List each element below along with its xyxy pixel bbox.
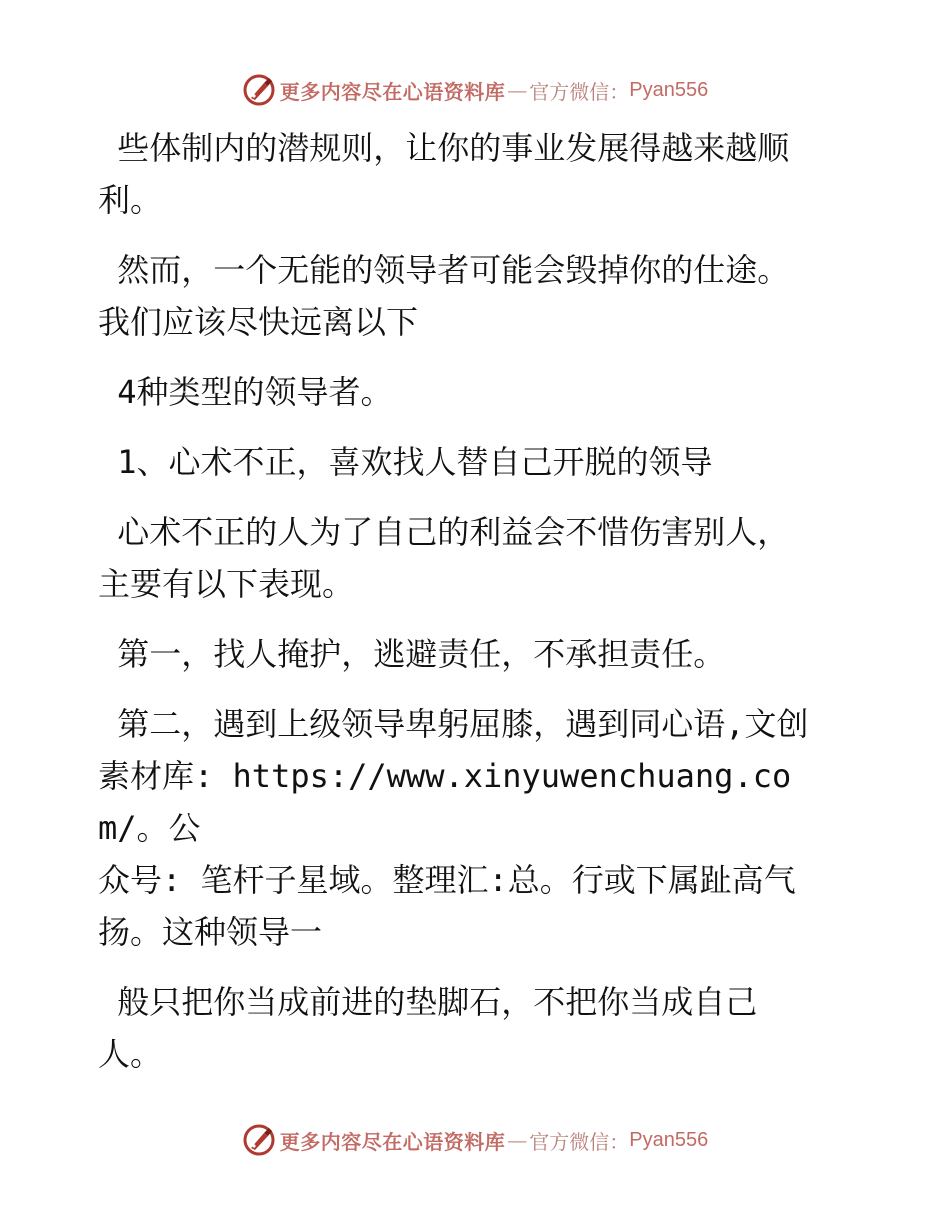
paragraph-line: 般只把你当成前进的垫脚石，不把你当成自己 — [98, 983, 758, 1021]
paragraph-line: 第一，找人掩护，逃避责任，不承担责任。 — [98, 635, 726, 673]
header-wechat-id: Pyan556 — [629, 78, 709, 101]
footer-brand-text: 更多内容尽在心语资料库 — [279, 1129, 506, 1154]
paragraph — [98, 506, 850, 610]
paragraph — [98, 244, 850, 348]
paragraph — [98, 628, 850, 680]
paragraph-line: 然而，一个无能的领导者可能会毁掉你的仕途。 — [98, 251, 790, 289]
paragraph-line: 众号: 笔杆子星域。整理汇:总。行或下属趾高气 — [98, 861, 796, 899]
paragraph — [98, 698, 850, 958]
header-separator: — — [507, 78, 528, 102]
paragraph-line: 主要有以下表现。 — [98, 565, 355, 603]
paragraph — [98, 122, 850, 226]
footer-wechat-label: 官方微信： — [529, 1129, 630, 1154]
fountain-pen-logo-icon — [242, 1123, 276, 1157]
paragraph-line: 扬。这种领导一 — [98, 913, 323, 951]
paragraph-line: 4种类型的领导者。 — [98, 373, 393, 411]
paragraph-line: 利。 — [98, 181, 163, 219]
header-wechat-label: 官方微信： — [529, 79, 630, 104]
header-brand-text: 更多内容尽在心语资料库 — [279, 79, 506, 104]
page-header — [0, 72, 950, 108]
page-footer — [0, 1122, 950, 1158]
paragraph-line: 我们应该尽快远离以下 — [98, 303, 419, 341]
paragraph-line: 心术不正的人为了自己的利益会不惜伤害别人， — [98, 513, 790, 551]
document-body — [98, 122, 850, 1098]
section-heading — [98, 436, 850, 488]
fountain-pen-logo-icon — [242, 73, 276, 107]
paragraph-line: 1、心术不正，喜欢找人替自己开脱的领导 — [98, 443, 713, 481]
paragraph-line: 人。 — [98, 1035, 163, 1073]
paragraph — [98, 976, 850, 1080]
paragraph-line: 素材库: https://www.xinyuwenchuang.com/。公 — [98, 757, 792, 847]
paragraph-line: 第二，遇到上级领导卑躬屈膝，遇到同心语,文创 — [98, 705, 809, 743]
paragraph-line: 些体制内的潜规则，让你的事业发展得越来越顺 — [98, 129, 790, 167]
footer-separator: — — [507, 1128, 528, 1152]
paragraph — [98, 366, 850, 418]
footer-wechat-id: Pyan556 — [629, 1128, 709, 1151]
